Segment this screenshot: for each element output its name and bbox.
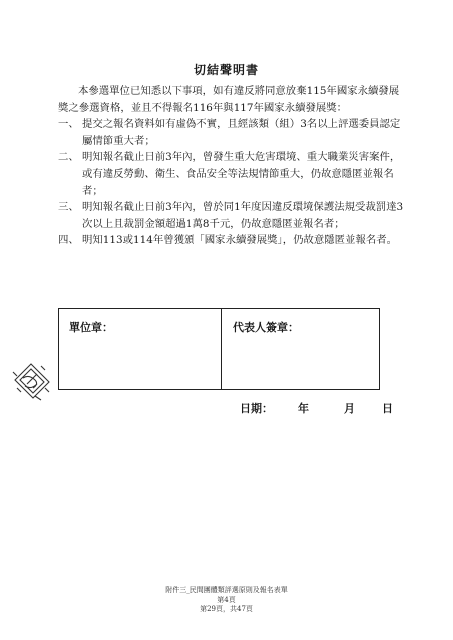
list-item: [58, 149, 408, 199]
date-label: 日期：: [240, 402, 273, 415]
list-item: [58, 199, 408, 232]
item-text: 明知報名截止日前3年內，曾發生重大危害環境、重大職業災害案件，或有違反勞動、衛生、食品安全等法規情節重大，仍故意隱匿並報名者；: [82, 151, 401, 197]
date-day-label: 日: [382, 402, 393, 415]
item-text: 提交之報名資料如有虛偽不實，且經該類（組）3名以上評選委員認定屬情節重大者；: [82, 118, 401, 147]
footer-attachment-title: 附件三_民間團體類評選原則及報名表單: [165, 586, 288, 594]
representative-signature-label: 代表人簽章：: [233, 321, 299, 334]
footer-page-number: 第29頁，共47頁: [200, 605, 253, 613]
declaration-body: [58, 83, 408, 249]
date-month-label: 月: [344, 402, 355, 415]
item-text: 明知113或114年曾獲頒「國家永續發展獎」，仍故意隱匿並報名者。: [82, 234, 398, 247]
table-divider: [221, 309, 222, 389]
seal-stamp-icon: [11, 358, 53, 404]
list-item: [58, 116, 408, 149]
intro-paragraph: 本參選單位已知悉以下事項，如有違反將同意放棄115年國家永續發展獎之參選資格，並且不得報名116年與117年國家永續發展獎：: [58, 85, 400, 114]
unit-seal-label: 單位章：: [69, 321, 113, 334]
footer-section-page: 第4頁: [217, 595, 236, 604]
signature-table: [58, 308, 380, 390]
item-number: 二、: [58, 151, 79, 164]
page-footer: [0, 586, 453, 615]
item-text: 明知報名截止日前3年內，曾於同1年度因違反環境保護法規受裁罰達3次以上且裁罰金額超過1萬8千元，仍故意隱匿並報名者；: [82, 201, 404, 230]
page-title: 切結聲明書: [193, 63, 259, 77]
date-year-label: 年: [298, 402, 309, 415]
list-item: [58, 232, 408, 249]
item-number: 四、: [58, 234, 79, 247]
item-number: 一、: [58, 118, 79, 131]
item-number: 三、: [58, 201, 79, 214]
